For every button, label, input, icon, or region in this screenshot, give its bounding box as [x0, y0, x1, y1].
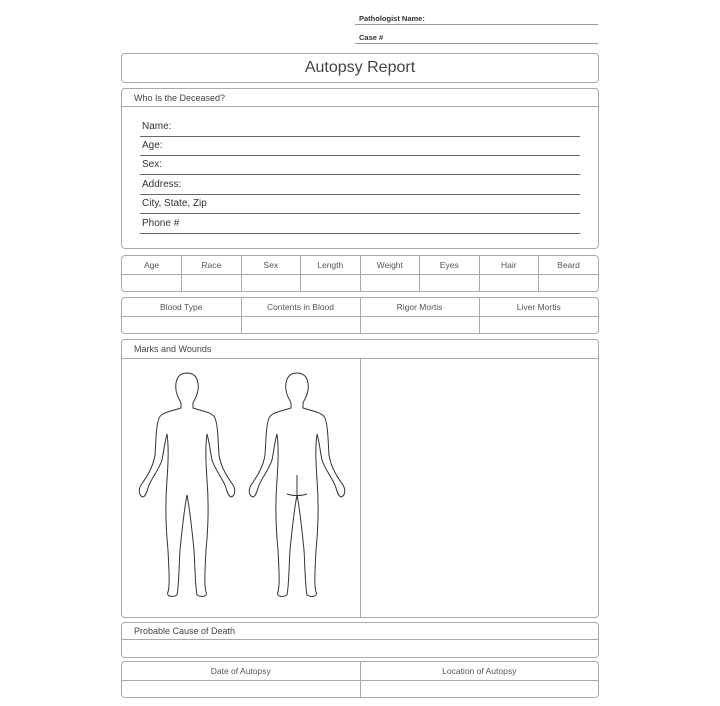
pathologist-name-label: Pathologist Name: — [359, 14, 425, 23]
col-race: Race — [182, 256, 242, 274]
city-state-zip-field[interactable] — [140, 196, 580, 214]
sex-cell[interactable] — [241, 274, 301, 291]
col-eyes: Eyes — [420, 256, 480, 274]
date-cell[interactable] — [122, 680, 360, 697]
col-blood-type: Blood Type — [122, 298, 241, 316]
physical-table — [121, 255, 599, 292]
eyes-cell[interactable] — [420, 274, 480, 291]
contents-in-blood-cell[interactable] — [241, 316, 360, 333]
age-field[interactable] — [140, 138, 580, 156]
age-label: Age: — [142, 140, 163, 151]
rigor-mortis-cell[interactable] — [360, 316, 479, 333]
cause-heading: Probable Cause of Death — [122, 623, 598, 640]
address-label: Address: — [142, 179, 182, 190]
col-location-of-autopsy: Location of Autopsy — [360, 662, 598, 680]
hair-cell[interactable] — [479, 274, 539, 291]
age-cell[interactable] — [122, 274, 182, 291]
col-liver-mortis: Liver Mortis — [479, 298, 598, 316]
sex-label: Sex: — [142, 159, 163, 170]
col-hair: Hair — [479, 256, 539, 274]
location-cell[interactable] — [360, 680, 598, 697]
address-field[interactable] — [140, 177, 580, 195]
name-field[interactable] — [140, 119, 580, 137]
name-label: Name: — [142, 121, 172, 132]
autopsy-table — [121, 661, 599, 698]
case-number-label: Case # — [359, 33, 384, 42]
title-box — [121, 53, 599, 83]
body-front-icon — [132, 370, 242, 605]
marks-section — [121, 339, 599, 618]
deceased-section — [121, 88, 599, 249]
col-contents-in-blood: Contents in Blood — [241, 298, 360, 316]
cause-section — [121, 622, 599, 658]
phone-label: Phone # — [142, 218, 180, 229]
sex-field[interactable] — [140, 157, 580, 175]
pathologist-name-field[interactable] — [355, 14, 598, 25]
phone-field[interactable] — [140, 216, 580, 234]
col-length: Length — [301, 256, 361, 274]
blood-type-cell[interactable] — [122, 316, 241, 333]
col-beard: Beard — [539, 256, 599, 274]
col-weight: Weight — [360, 256, 420, 274]
case-number-field[interactable] — [355, 33, 598, 44]
length-cell[interactable] — [301, 274, 361, 291]
marks-notes-area[interactable] — [361, 359, 598, 617]
cause-field[interactable] — [122, 640, 598, 657]
body-back-icon — [242, 370, 352, 605]
page-title: Autopsy Report — [304, 59, 416, 76]
col-age: Age — [122, 256, 182, 274]
col-date-of-autopsy: Date of Autopsy — [122, 662, 360, 680]
race-cell[interactable] — [182, 274, 242, 291]
col-sex: Sex — [241, 256, 301, 274]
weight-cell[interactable] — [360, 274, 420, 291]
liver-mortis-cell[interactable] — [479, 316, 598, 333]
blood-table — [121, 297, 599, 334]
beard-cell[interactable] — [539, 274, 599, 291]
col-rigor-mortis: Rigor Mortis — [360, 298, 479, 316]
city-state-zip-label: City, State, Zip — [142, 198, 207, 209]
deceased-heading: Who Is the Deceased? — [122, 89, 598, 107]
marks-heading: Marks and Wounds — [122, 340, 598, 359]
